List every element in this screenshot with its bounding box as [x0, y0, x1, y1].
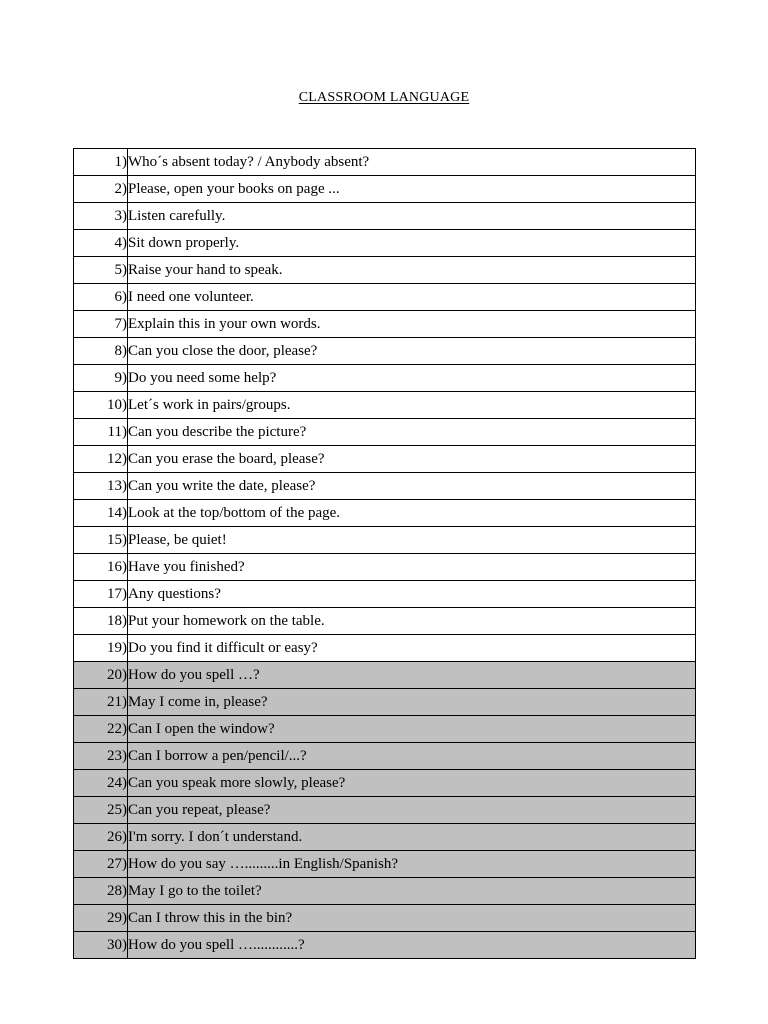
table-row — [74, 527, 696, 554]
row-number: 11) — [74, 419, 128, 446]
row-number: 29) — [74, 905, 128, 932]
row-number: 13) — [74, 473, 128, 500]
page-title: CLASSROOM LANGUAGE — [298, 90, 470, 105]
row-number: 10) — [74, 392, 128, 419]
phrase-text: How do you spell …............? — [128, 932, 696, 959]
table-row — [74, 770, 696, 797]
table-row — [74, 419, 696, 446]
row-number: 17) — [74, 581, 128, 608]
phrase-text: Please, be quiet! — [128, 527, 696, 554]
table-row — [74, 662, 696, 689]
phrase-text: Can you speak more slowly, please? — [128, 770, 696, 797]
phrase-text: Look at the top/bottom of the page. — [128, 500, 696, 527]
phrase-text: May I go to the toilet? — [128, 878, 696, 905]
table-row — [74, 149, 696, 176]
phrase-text: Can you describe the picture? — [128, 419, 696, 446]
row-number: 9) — [74, 365, 128, 392]
table-row — [74, 284, 696, 311]
table-row — [74, 878, 696, 905]
phrase-text: Can you erase the board, please? — [128, 446, 696, 473]
phrase-text: Can I open the window? — [128, 716, 696, 743]
row-number: 15) — [74, 527, 128, 554]
table-row — [74, 392, 696, 419]
table-row — [74, 176, 696, 203]
phrase-text: Explain this in your own words. — [128, 311, 696, 338]
row-number: 30) — [74, 932, 128, 959]
table-row — [74, 338, 696, 365]
phrase-text: Have you finished? — [128, 554, 696, 581]
row-number: 25) — [74, 797, 128, 824]
table-row — [74, 608, 696, 635]
phrase-text: Do you find it difficult or easy? — [128, 635, 696, 662]
table-row — [74, 257, 696, 284]
row-number: 16) — [74, 554, 128, 581]
table-row — [74, 932, 696, 959]
table-row — [74, 554, 696, 581]
table-row — [74, 203, 696, 230]
row-number: 3) — [74, 203, 128, 230]
phrase-text: Raise your hand to speak. — [128, 257, 696, 284]
row-number: 26) — [74, 824, 128, 851]
row-number: 7) — [74, 311, 128, 338]
row-number: 22) — [74, 716, 128, 743]
phrase-table — [73, 148, 696, 959]
phrase-text: May I come in, please? — [128, 689, 696, 716]
row-number: 28) — [74, 878, 128, 905]
phrase-rows — [74, 149, 696, 959]
table-row — [74, 905, 696, 932]
table-row — [74, 473, 696, 500]
table-row — [74, 689, 696, 716]
row-number: 14) — [74, 500, 128, 527]
row-number: 5) — [74, 257, 128, 284]
row-number: 24) — [74, 770, 128, 797]
row-number: 20) — [74, 662, 128, 689]
row-number: 8) — [74, 338, 128, 365]
phrase-text: How do you say ….........in English/Spanish? — [128, 851, 696, 878]
phrase-text: Can you close the door, please? — [128, 338, 696, 365]
phrase-text: Any questions? — [128, 581, 696, 608]
row-number: 4) — [74, 230, 128, 257]
table-row — [74, 446, 696, 473]
table-row — [74, 635, 696, 662]
row-number: 21) — [74, 689, 128, 716]
phrase-text: Can you repeat, please? — [128, 797, 696, 824]
table-row — [74, 716, 696, 743]
phrase-text: Put your homework on the table. — [128, 608, 696, 635]
row-number: 23) — [74, 743, 128, 770]
row-number: 2) — [74, 176, 128, 203]
phrase-text: How do you spell …? — [128, 662, 696, 689]
row-number: 6) — [74, 284, 128, 311]
table-row — [74, 797, 696, 824]
table-row — [74, 311, 696, 338]
phrase-text: Can I throw this in the bin? — [128, 905, 696, 932]
row-number: 18) — [74, 608, 128, 635]
phrase-text: Can I borrow a pen/pencil/...? — [128, 743, 696, 770]
phrase-text: Who´s absent today? / Anybody absent? — [128, 149, 696, 176]
phrase-text: Listen carefully. — [128, 203, 696, 230]
row-number: 12) — [74, 446, 128, 473]
table-row — [74, 743, 696, 770]
table-row — [74, 851, 696, 878]
phrase-text: Let´s work in pairs/groups. — [128, 392, 696, 419]
phrase-text: Can you write the date, please? — [128, 473, 696, 500]
table-row — [74, 581, 696, 608]
phrase-text: Sit down properly. — [128, 230, 696, 257]
row-number: 1) — [74, 149, 128, 176]
phrase-text: Do you need some help? — [128, 365, 696, 392]
table-row — [74, 230, 696, 257]
table-row — [74, 500, 696, 527]
phrase-text: I'm sorry. I don´t understand. — [128, 824, 696, 851]
row-number: 27) — [74, 851, 128, 878]
table-row — [74, 824, 696, 851]
row-number: 19) — [74, 635, 128, 662]
phrase-text: I need one volunteer. — [128, 284, 696, 311]
phrase-text: Please, open your books on page ... — [128, 176, 696, 203]
table-row — [74, 365, 696, 392]
